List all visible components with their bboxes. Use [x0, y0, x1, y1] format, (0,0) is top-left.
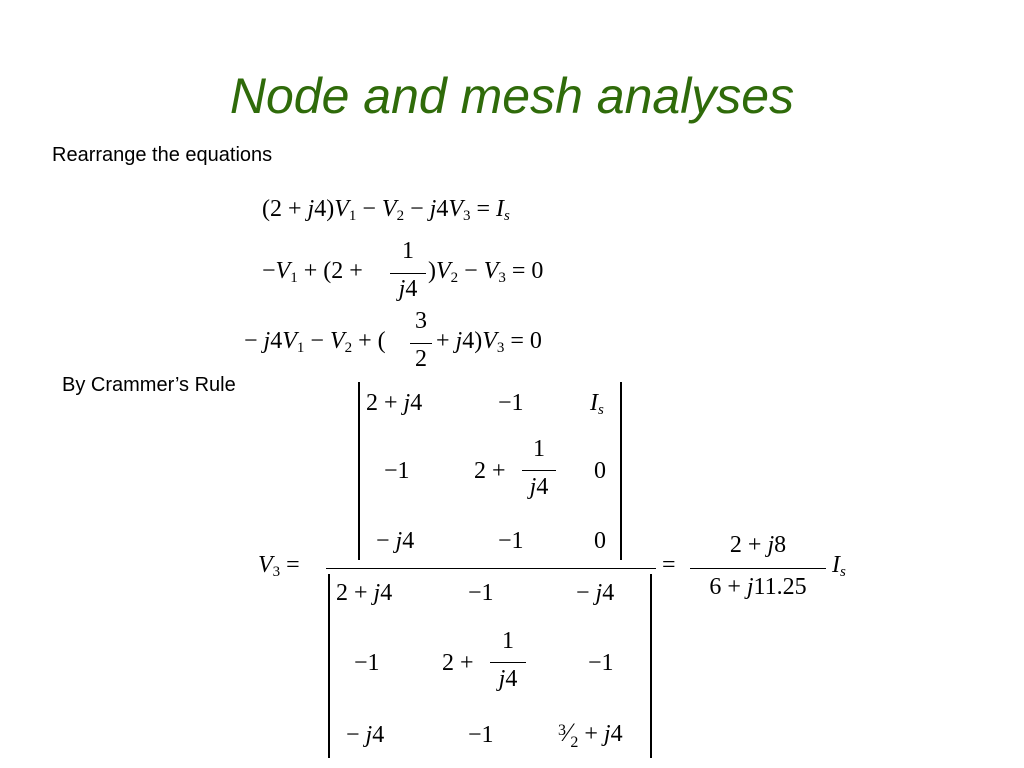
- num-cell-1-2: −1: [498, 390, 524, 416]
- numerator-det-left-bar: [358, 382, 360, 560]
- num-cell-2-1: −1: [384, 458, 410, 484]
- result-fraction: 2 + j8 6 + j11.25: [690, 528, 826, 608]
- denominator-det-right-bar: [650, 574, 652, 758]
- num-cell-3-1: − j4: [376, 528, 415, 554]
- cramer-fraction-bar: [326, 568, 656, 569]
- num-cell-3-3: 0: [594, 528, 606, 554]
- slide-title: Node and mesh analyses: [229, 68, 795, 124]
- num-cell-2-2-fraction: 1 j4: [522, 436, 556, 506]
- num-cell-2-2a: 2 +: [474, 458, 506, 484]
- den-cell-3-2: −1: [468, 722, 494, 748]
- equation-3-fraction: 3 2: [410, 308, 432, 378]
- equation-2: $-V_1 + (2$ +: [262, 258, 363, 286]
- num-cell-2-3: 0: [594, 458, 606, 484]
- rearrange-label: Rearrange the equations: [52, 144, 273, 166]
- v3-lhs: $V_3$ =: [258, 552, 300, 580]
- equation-2-fraction: 1 j4: [390, 238, 426, 308]
- den-cell-2-2a: 2 +: [442, 650, 474, 676]
- numerator-det-right-bar: [620, 382, 622, 560]
- num-cell-1-3: $I_s$: [590, 390, 604, 418]
- result-factor: $I_s$: [832, 552, 846, 580]
- equation-2-rest: )$V_2 - V_3 = 0$: [428, 258, 544, 286]
- den-cell-1-1: 2 + j4: [336, 580, 393, 606]
- den-cell-2-3: −1: [588, 650, 614, 676]
- den-cell-1-3: − j4: [576, 580, 615, 606]
- den-cell-2-2-fraction: 1 j4: [490, 628, 526, 698]
- equation-3-rest: + $j4)V_3 = 0$: [436, 328, 542, 356]
- den-cell-3-3: $^3⁄_2 + j4$: [558, 718, 623, 751]
- denominator-det-left-bar: [328, 574, 330, 758]
- equation-3: − $j4V_1 - V_2$ + (: [244, 328, 386, 356]
- cramer-label: By Crammer’s Rule: [62, 374, 236, 396]
- result-equals: =: [662, 552, 676, 578]
- den-cell-3-1: − j4: [346, 722, 385, 748]
- num-cell-3-2: −1: [498, 528, 524, 554]
- num-cell-1-1: 2 + j4: [366, 390, 423, 416]
- den-cell-1-2: −1: [468, 580, 494, 606]
- equation-1: $(2 + j4)V_1 - V_2 - j4V_3 = I_s$: [262, 196, 510, 224]
- den-cell-2-1: −1: [354, 650, 380, 676]
